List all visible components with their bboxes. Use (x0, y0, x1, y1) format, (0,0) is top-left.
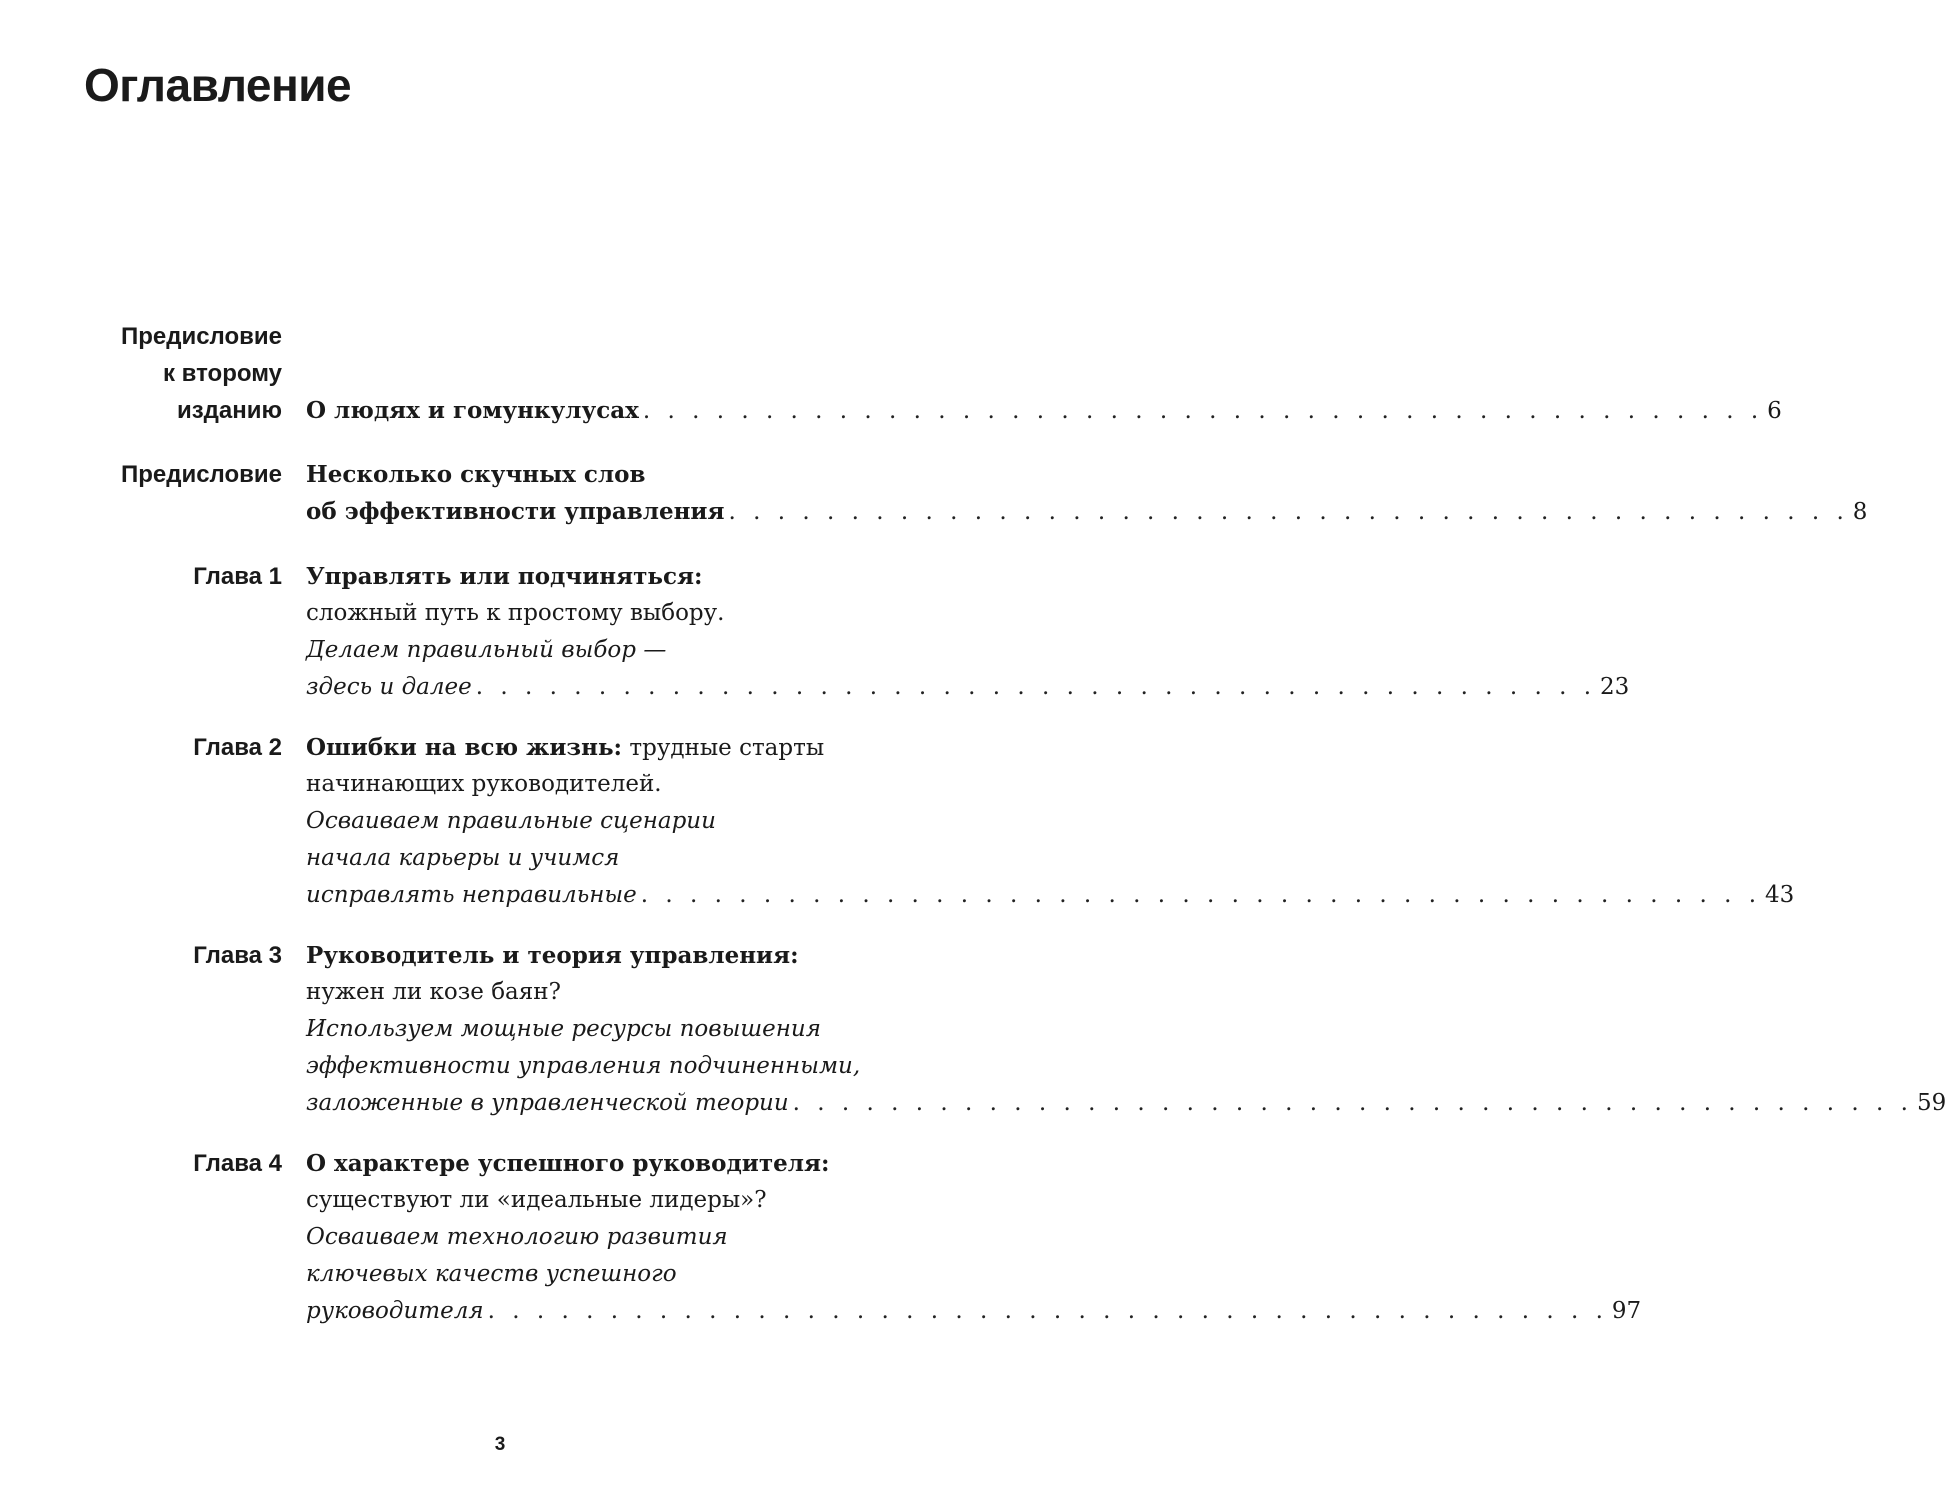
entry-page-number: 59 (1916, 1090, 1946, 1116)
entry-page-number: 6 (1767, 398, 1782, 424)
entry-text (306, 1145, 1642, 1330)
entry-title: Ошибки на всю жизнь: (306, 734, 623, 761)
entry-subtitle: существуют ли «идеальные лидеры»? (306, 1187, 767, 1213)
entry-label-line: Глава 3 (193, 942, 282, 969)
entry-subtitle: начинающих руководителей. (306, 771, 662, 797)
entry-label-line: изданию (176, 397, 282, 424)
entry-title: Управлять или подчиняться: (306, 563, 703, 590)
entry-description: заложенные в управленческой теории (306, 1090, 789, 1116)
entry-label-line: Глава 1 (193, 563, 282, 590)
entry-label-line: Глава 4 (193, 1150, 282, 1177)
entry-text (306, 729, 1795, 914)
page-title: Оглавление (84, 59, 352, 111)
entry-description: Осваиваем технологию развития (306, 1224, 728, 1250)
dot-leader: . . . . . . . . . . . . . . . . . . . . . . . . . . . . . . . . . . . . . . . . . . . . . . (487, 1298, 1608, 1324)
entry-label-line: Предисловие (120, 461, 282, 488)
entry-title: об эффективности управления (306, 498, 725, 525)
entry-subtitle: сложный путь к простому выбору. (306, 600, 725, 626)
entry-label (121, 318, 282, 429)
entry-label-line: Глава 2 (193, 734, 282, 761)
entry-description: Используем мощные ресурсы повышения (306, 1016, 821, 1042)
entry-label-line: к второму (162, 360, 282, 387)
entry-description: Осваиваем правильные сценарии (306, 808, 716, 834)
dot-leader: . . . . . . . . . . . . . . . . . . . . . . . . . . . . . . . . . . . . . . . . . . . . . . (728, 499, 1849, 525)
entry-description: ключевых качеств успешного (306, 1261, 677, 1287)
entry-title: О характере успешного руководителя: (306, 1150, 830, 1177)
entry-text (306, 456, 1868, 530)
entry-description: начала карьеры и учимся (306, 845, 620, 871)
dot-leader: . . . . . . . . . . . . . . . . . . . . . . . . . . . . . . . . . . . . . . . . . . . . . . (792, 1090, 1913, 1116)
entry-text (306, 937, 1946, 1122)
entry-label (193, 729, 282, 766)
entry-page-number: 97 (1611, 1298, 1642, 1324)
entry-label-line: Предисловие (120, 323, 282, 350)
entry-page-number: 43 (1765, 882, 1795, 908)
entry-label (193, 937, 282, 974)
entry-title: Руководитель и теория управления: (306, 942, 799, 969)
dot-leader: . . . . . . . . . . . . . . . . . . . . . . . . . . . . . . . . . . . . . . . . . . . . . . (475, 674, 1597, 700)
entry-title-continued: трудные старты (629, 735, 825, 761)
entry-title: Несколько скучных слов (306, 461, 646, 488)
page-number: 3 (494, 1434, 506, 1455)
entry-description: здесь и далее (306, 674, 472, 700)
entry-label (193, 1145, 282, 1182)
entry-description: руководителя (306, 1298, 484, 1324)
entry-subtitle: нужен ли козе баян? (306, 979, 561, 1005)
entry-description: исправлять неправильные (306, 882, 637, 908)
dot-leader: . . . . . . . . . . . . . . . . . . . . . . . . . . . . . . . . . . . . . . . . . . . . . . (642, 398, 1764, 424)
entry-text (306, 392, 1782, 429)
entry-description: эффективности управления подчиненными, (306, 1053, 861, 1079)
entry-title: О людях и гомункулусах (306, 397, 639, 424)
entry-label (193, 558, 282, 595)
entry-page-number: 8 (1852, 499, 1868, 525)
entry-text (306, 558, 1630, 706)
entry-description: Делаем правильный выбор — (306, 637, 667, 663)
entry-page-number: 23 (1600, 674, 1630, 700)
dot-leader: . . . . . . . . . . . . . . . . . . . . . . . . . . . . . . . . . . . . . . . . . . . . . . (640, 882, 1762, 908)
entry-label (121, 456, 282, 493)
